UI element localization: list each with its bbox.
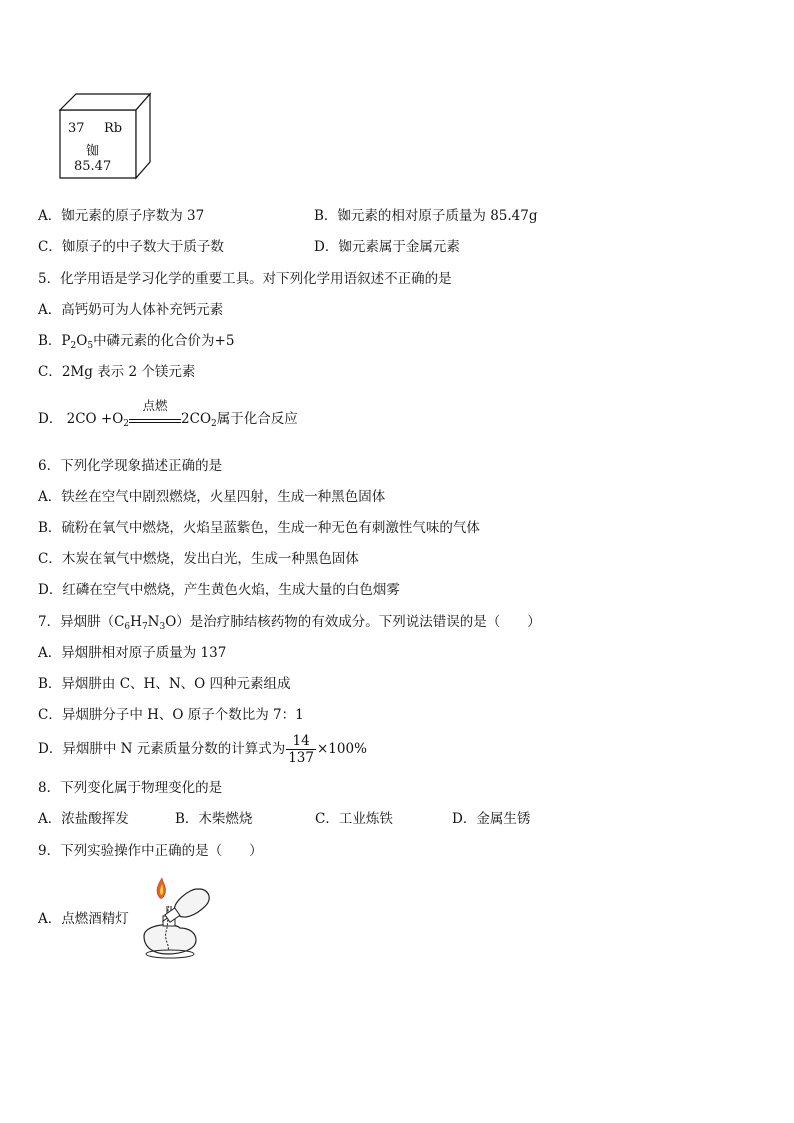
q7-option-b: B．异烟肼由 C、H、N、O 四种元素组成	[38, 676, 291, 692]
q7-option-d: D．异烟肼中 N 元素质量分数的计算式为 $\frac{14}{137}$ ×100%	[38, 733, 367, 766]
q7-option-a: A．异烟肼相对原子质量为 137	[38, 645, 227, 661]
q9-stem: 9．下列实验操作中正确的是（ ）	[38, 843, 263, 859]
atomic-mass: 85.47	[74, 159, 112, 174]
q4-option-c: C．铷原子的中子数大于质子数	[38, 239, 224, 255]
atomic-number: 37	[68, 121, 85, 136]
q4-option-d: D．铷元素属于金属元素	[314, 239, 460, 255]
q8-stem: 8．下列变化属于物理变化的是	[38, 780, 223, 796]
q6-option-d: D．红磷在空气中燃烧，产生黄色火焰，生成大量的白色烟雾	[38, 582, 400, 598]
q8-option-b: B．木柴燃烧	[175, 811, 253, 827]
q4-option-b: B．铷元素的相对原子质量为 85.47g	[314, 208, 538, 224]
q5-option-b: B．$P_2O_5$中磷元素的化合价为+5	[38, 333, 235, 351]
q4-option-a: A．铷元素的原子序数为 37	[38, 208, 205, 224]
q5-stem: 5．化学用语是学习化学的重要工具。对下列化学用语叙述不正确的是	[38, 271, 452, 287]
q5-option-c: C．2Mg 表示 2 个镁元素	[38, 364, 196, 380]
q6-stem: 6．下列化学现象描述正确的是	[38, 458, 223, 474]
q8-option-a: A．浓盐酸挥发	[38, 811, 129, 827]
element-symbol: Rb	[104, 121, 123, 136]
q5-option-a: A．高钙奶可为人体补充钙元素	[38, 302, 224, 318]
reaction-condition: 点燃	[129, 411, 181, 429]
q6-option-b: B．硫粉在氧气中燃烧，火焰呈蓝紫色，生成一种无色有刺激性气味的气体	[38, 520, 480, 536]
rubidium-element-card	[58, 92, 152, 180]
alcohol-lamp-lighting-icon	[130, 876, 220, 961]
q7-option-c: C．异烟肼分子中 H、O 原子个数比为 7：1	[38, 707, 304, 723]
q6-option-c: C．木炭在氧气中燃烧，发出白光，生成一种黑色固体	[38, 551, 359, 567]
q9-option-a: A．点燃酒精灯	[38, 911, 129, 927]
q5-option-d: D． $2CO +O_2$ 点燃 $2CO_2$属于化合反应	[38, 397, 298, 429]
element-name: 铷	[86, 144, 100, 159]
q8-option-d: D．金属生锈	[452, 811, 531, 827]
q8-option-c: C．工业炼铁	[315, 811, 393, 827]
q7-stem: 7．异烟肼$(C_6H_7N_3O)$是治疗肺结核药物的有效成分。下列说法错误的是（ ）	[38, 614, 541, 632]
q6-option-a: A．铁丝在空气中剧烈燃烧，火星四射，生成一种黑色固体	[38, 489, 386, 505]
mass-fraction: $\frac{14}{137}$	[288, 733, 314, 766]
